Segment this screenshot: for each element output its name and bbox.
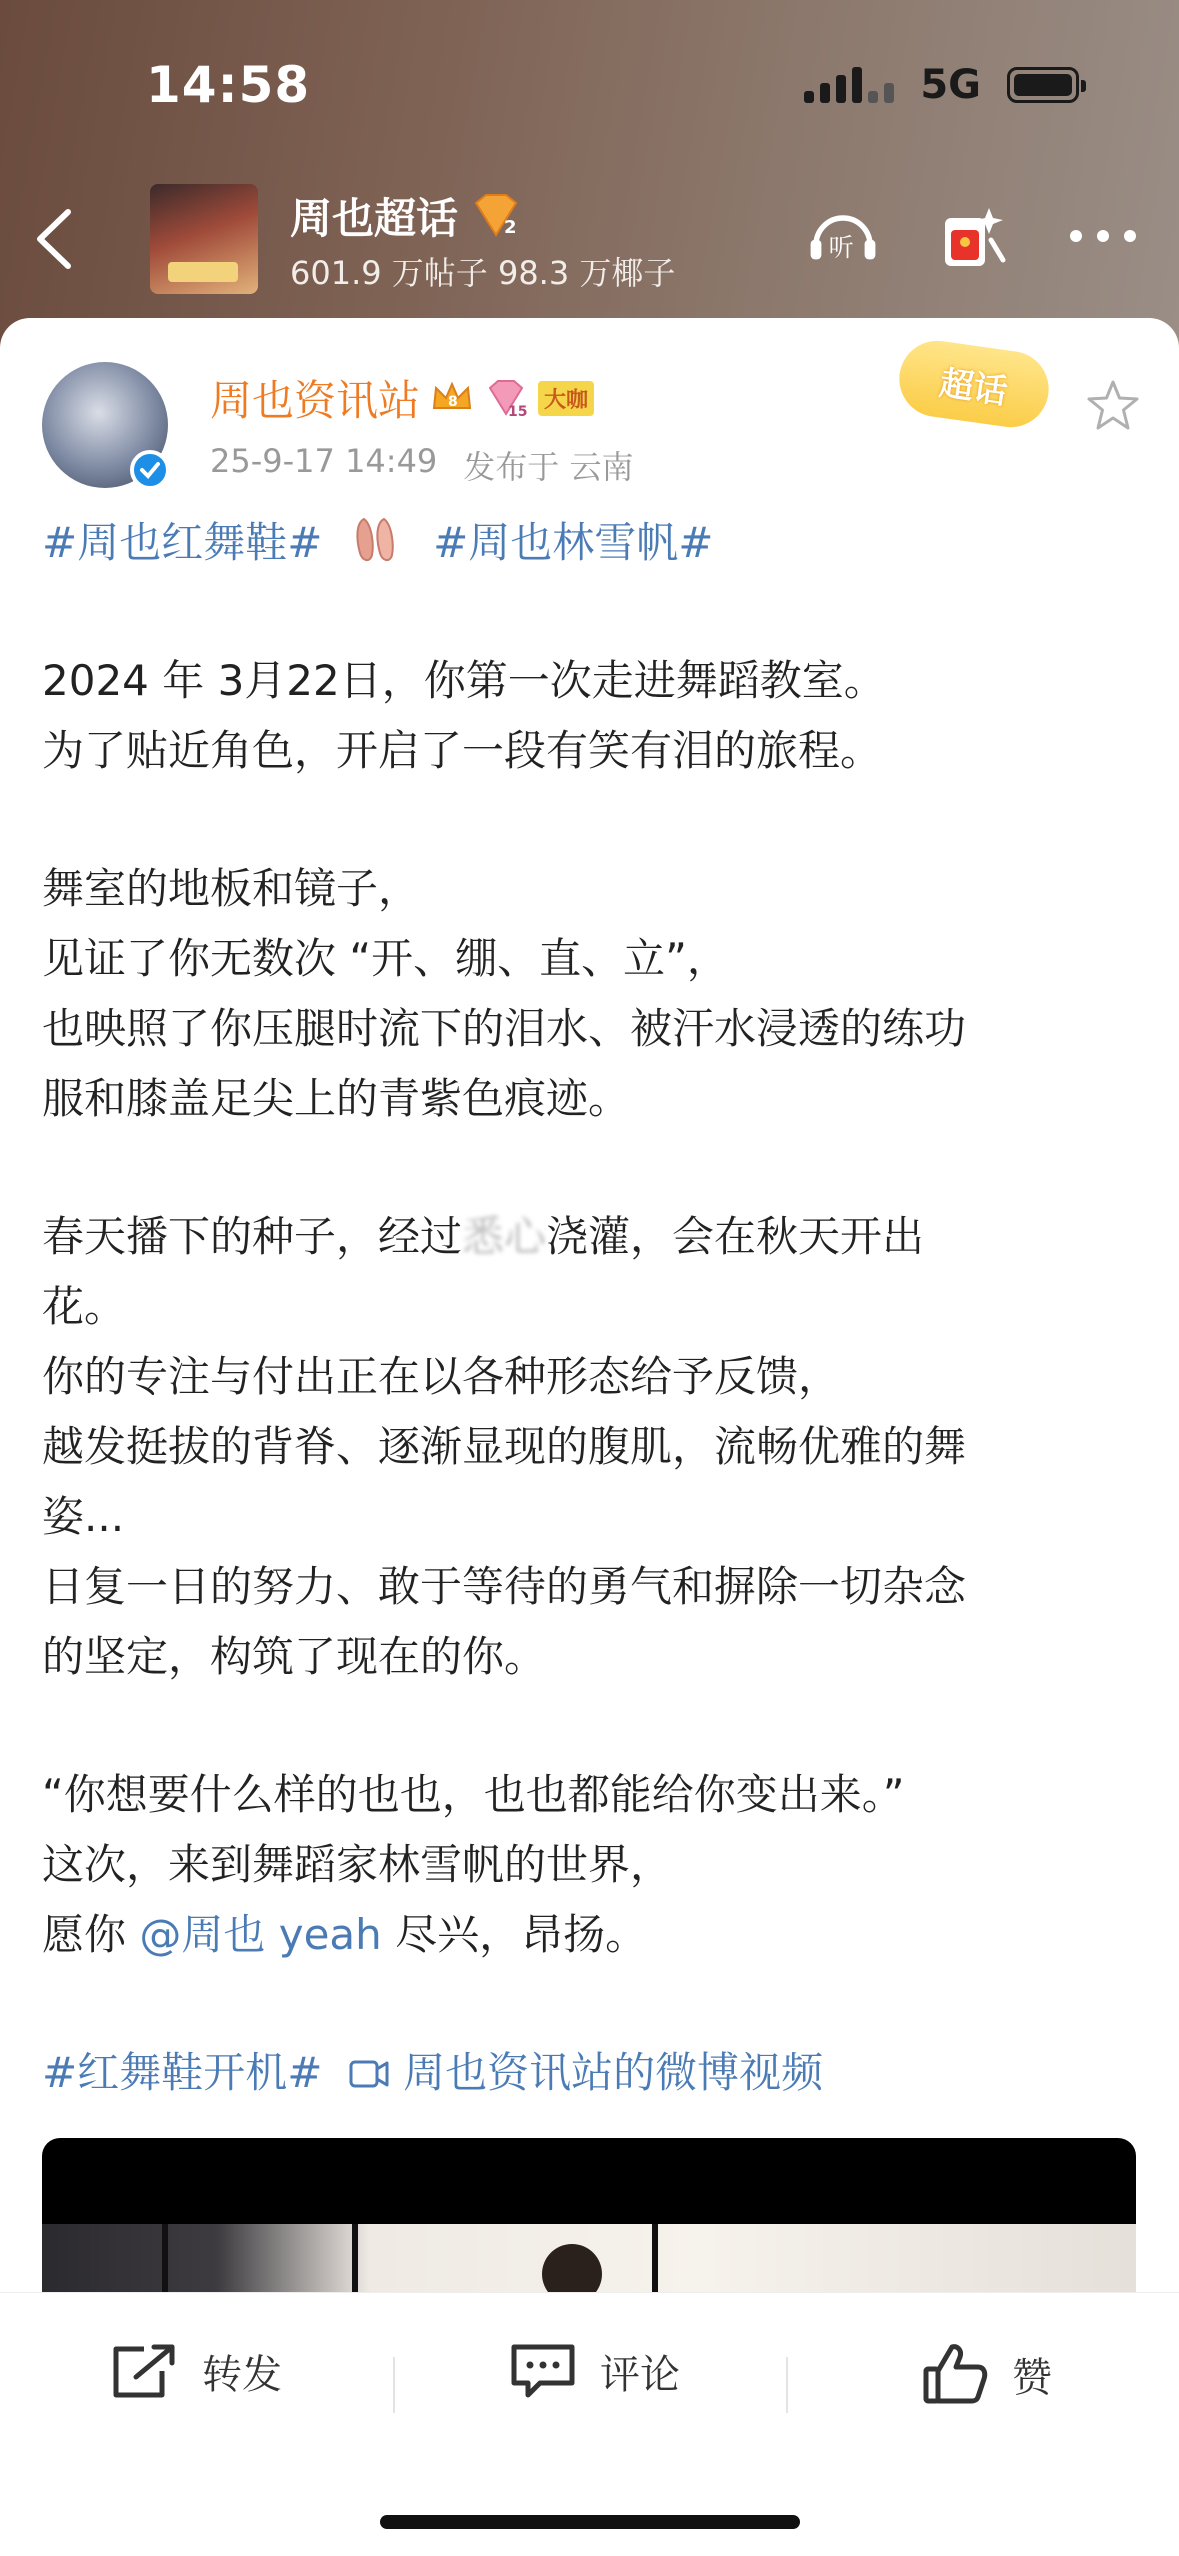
post-card — [0, 318, 1179, 2556]
fan-level-icon — [484, 378, 528, 418]
text-line — [42, 1202, 1142, 1272]
battery-icon — [1007, 67, 1079, 103]
back-arrow-icon[interactable] — [32, 206, 76, 272]
listen-icon[interactable] — [807, 200, 879, 272]
chaohua-badge: 超话 — [894, 336, 1053, 432]
text-line: 服和膝盖足尖上的青紫色痕迹。 — [42, 1074, 631, 1123]
text-line: “你想要什么样的也也，也也都能给你变出来。” — [42, 1770, 905, 1819]
text-line — [42, 1900, 1142, 1970]
vip-level-number: 8 — [448, 394, 458, 410]
video-link-icon — [348, 2057, 390, 2091]
repost-label: 转发 — [202, 2351, 282, 2398]
text-line: 姿... — [42, 1492, 125, 1541]
svg-text:听: 听 — [828, 232, 854, 262]
text-line: 舞室的地板和镜子， — [42, 864, 421, 913]
post-body — [42, 508, 1142, 2108]
topic-title-row — [290, 186, 522, 246]
header-actions — [807, 200, 1139, 272]
diamond-level-icon — [470, 193, 522, 239]
verified-icon — [130, 450, 170, 490]
text-line: 2024 年 3月22日，你第一次走进舞蹈教室。 — [42, 656, 886, 705]
more-icon[interactable] — [1067, 200, 1139, 272]
author-avatar[interactable] — [42, 362, 168, 488]
comment-button[interactable] — [508, 2341, 680, 2401]
text-line: 花。 — [42, 1282, 127, 1331]
mention-link[interactable]: @周也 yeah — [139, 1910, 382, 1959]
text-segment: 春天播下的种子，经过 — [42, 1212, 463, 1261]
text-segment: 尽兴，昂扬。 — [381, 1910, 648, 1959]
post-location: 发布于 云南 — [463, 448, 634, 486]
thumbs-up-icon — [920, 2341, 990, 2407]
network-label: 5G — [920, 62, 981, 108]
repost-button[interactable] — [110, 2341, 282, 2401]
topic-cover-image[interactable] — [150, 184, 258, 294]
text-line: 这次，来到舞蹈家林雪帆的世界， — [42, 1840, 673, 1889]
text-line: 为了贴近角色，开启了一段有笑有泪的旅程。 — [42, 726, 883, 775]
text-line: 越发挺拔的背脊、逐渐显现的腹肌，流畅优雅的舞 — [42, 1422, 967, 1471]
repost-icon — [110, 2341, 180, 2401]
home-indicator[interactable] — [380, 2515, 800, 2529]
text-line: 日复一日的努力、敢于等待的勇气和摒除一切杂念 — [42, 1562, 967, 1611]
text-line: 见证了你无数次 “开、绷、直、立”， — [42, 934, 729, 983]
signal-icon — [804, 67, 894, 103]
text-segment: 愿你 — [42, 1910, 140, 1959]
comment-label: 评论 — [600, 2351, 680, 2398]
cover-banner — [168, 262, 238, 282]
action-bar — [0, 2292, 1179, 2556]
post-meta — [210, 442, 633, 488]
blurred-word: 悉心 — [462, 1212, 547, 1261]
author-row — [210, 368, 594, 428]
topic-title[interactable]: 周也超话 — [290, 194, 459, 243]
post-date: 25-9-17 14:49 — [210, 442, 438, 480]
topic-stats: 601.9 万帖子 98.3 万椰子 — [290, 254, 676, 292]
author-name[interactable]: 周也资讯站 — [210, 376, 421, 425]
text-line: 你的专注与付出正在以各种形态给予反馈， — [42, 1352, 841, 1401]
fan-level-number: 15 — [508, 404, 528, 418]
video-link[interactable]: 周也资讯站的微博视频 — [403, 2048, 824, 2097]
text-segment: 浇灌，会在秋天开出 — [546, 1212, 925, 1261]
text-line: 也映照了你压腿时流下的泪水、被汗水浸透的练功 — [42, 1004, 967, 1053]
role-badge: 大咖 — [538, 381, 594, 416]
header-background — [0, 0, 1179, 360]
vip-crown-icon — [430, 378, 474, 418]
topic-tag[interactable]: #周也红舞鞋# — [42, 518, 323, 567]
topic-tag[interactable]: #周也林雪帆# — [433, 518, 714, 567]
topic-tag[interactable]: #红舞鞋开机# — [42, 2048, 323, 2097]
comment-icon — [508, 2341, 578, 2401]
like-label: 赞 — [1012, 2354, 1052, 2401]
tags-bottom-line — [42, 2038, 1142, 2108]
status-time: 14:58 — [146, 56, 311, 114]
tags-top-line — [42, 508, 1142, 578]
like-button[interactable] — [920, 2341, 1052, 2407]
diamond-level-number: 2 — [504, 217, 517, 238]
text-line: 的坚定，构筑了现在的你。 — [42, 1632, 547, 1681]
red-envelope-icon[interactable] — [937, 200, 1009, 272]
status-indicators — [804, 62, 1079, 108]
ballet-shoes-icon — [350, 511, 406, 567]
star-icon[interactable] — [1085, 378, 1141, 434]
